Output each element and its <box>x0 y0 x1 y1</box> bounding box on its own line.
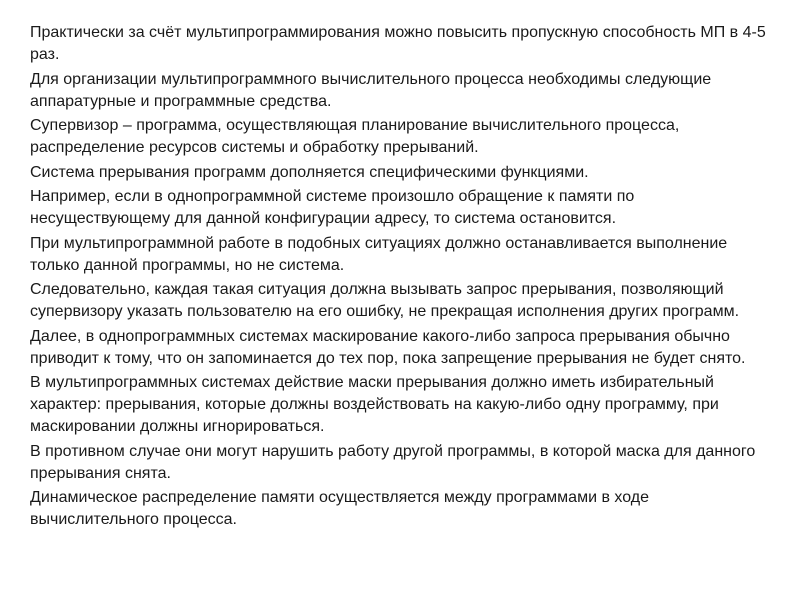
paragraph-masking-single: Далее, в однопрограммных системах маскирование какого-либо запроса прерывания обычно приводит к тому, что он запоминается до тех пор, пока запрещение прерывания не будет снято. <box>30 327 746 367</box>
paragraph-interrupt-request: Следовательно, каждая такая ситуация должна вызывать запрос прерывания, позволяющий супервизору указать пользователю на его ошибку, не прекращая исполнения других программ. <box>30 281 740 320</box>
paragraph-organization: Для организации мультипрограммного вычислительного процесса необходимы следующие аппаратурные и программные средства. <box>30 70 712 110</box>
paragraph-supervisor: Супервизор – программа, осуществляющая планирование вычислительного процесса, распределение ресурсов системы и обработку прерываний. <box>30 117 680 156</box>
paragraph-otherwise: В противном случае они могут нарушить работу другой программы, в которой маска для данного прерывания снята. <box>30 442 756 482</box>
paragraph-interrupt-system: Система прерывания программ дополняется специфическими функциями. <box>30 163 589 181</box>
paragraph-dynamic-memory: Динамическое распределение памяти осуществляется между программами в ходе вычислительного процесса. <box>30 489 649 528</box>
paragraph-example: Например, если в однопрограммной системе произошло обращение к памяти по несуществующему для данной конфигурации адресу, то система остановится. <box>30 188 635 227</box>
paragraph-masking-multi: В мультипрограммных системах действие маски прерывания должно иметь избирательный характер: прерывания, которые должны воздействовать на какую-либо одну программу, при маскировании должны игнорироваться. <box>30 374 719 435</box>
paragraph-multiprogram-stop: При мультипрограммной работе в подобных ситуациях должно останавливается выполнение только данной программы, но не система. <box>30 234 728 274</box>
paragraph-throughput: Практически за счёт мультипрограммирования можно повысить пропускную способность МП в 4-5 раз. <box>30 24 766 63</box>
